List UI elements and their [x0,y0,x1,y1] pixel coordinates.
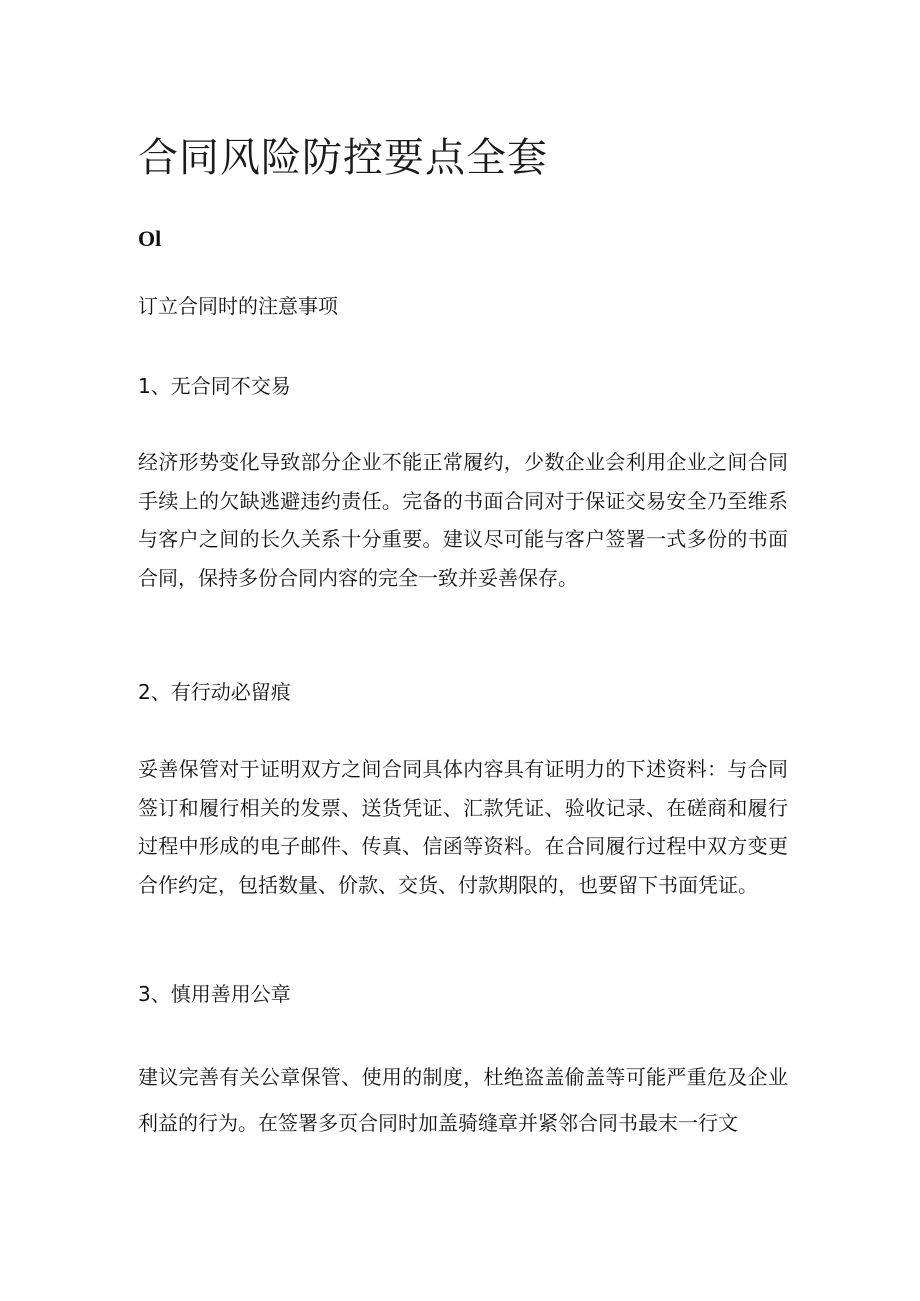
item-heading-1: 1、无合同不交易 [138,374,291,398]
item-body-1: 经济形势变化导致部分企业不能正常履约，少数企业会利用企业之间合同手续上的欠缺逃避违约责任。完备的书面合同对于保证交易安全乃至维系与客户之间的长久关系十分重要。建议尽可能与客户签署一式多份的书面合同，保持多份合同内容的完全一致并妥善保存。 [138,450,788,590]
item-body-3: 建议完善有关公章保管、使用的制度，杜绝盗盖偷盖等可能严重危及企业利益的行为。在签署多页合同时加盖骑缝章并紧邻合同书最末一行文 [138,1065,788,1135]
item-body-2: 妥善保管对于证明双方之间合同具体内容具有证明力的下述资料：与合同签订和履行相关的发票、送货凭证、汇款凭证、验收记录、在磋商和履行过程中形成的电子邮件、传真、信函等资料。在合同履行过程中双方变更合作约定，包括数量、价款、交货、付款期限的，也要留下书面凭证。 [138,757,788,897]
item-heading-3: 3、慎用善用公章 [138,982,291,1006]
section-number: Ol [138,226,162,251]
section-title: 订立合同时的注意事项 [138,294,338,318]
document-title: 合同风险防控要点全套 [138,135,548,181]
item-heading-2: 2、有行动必留痕 [138,680,291,704]
